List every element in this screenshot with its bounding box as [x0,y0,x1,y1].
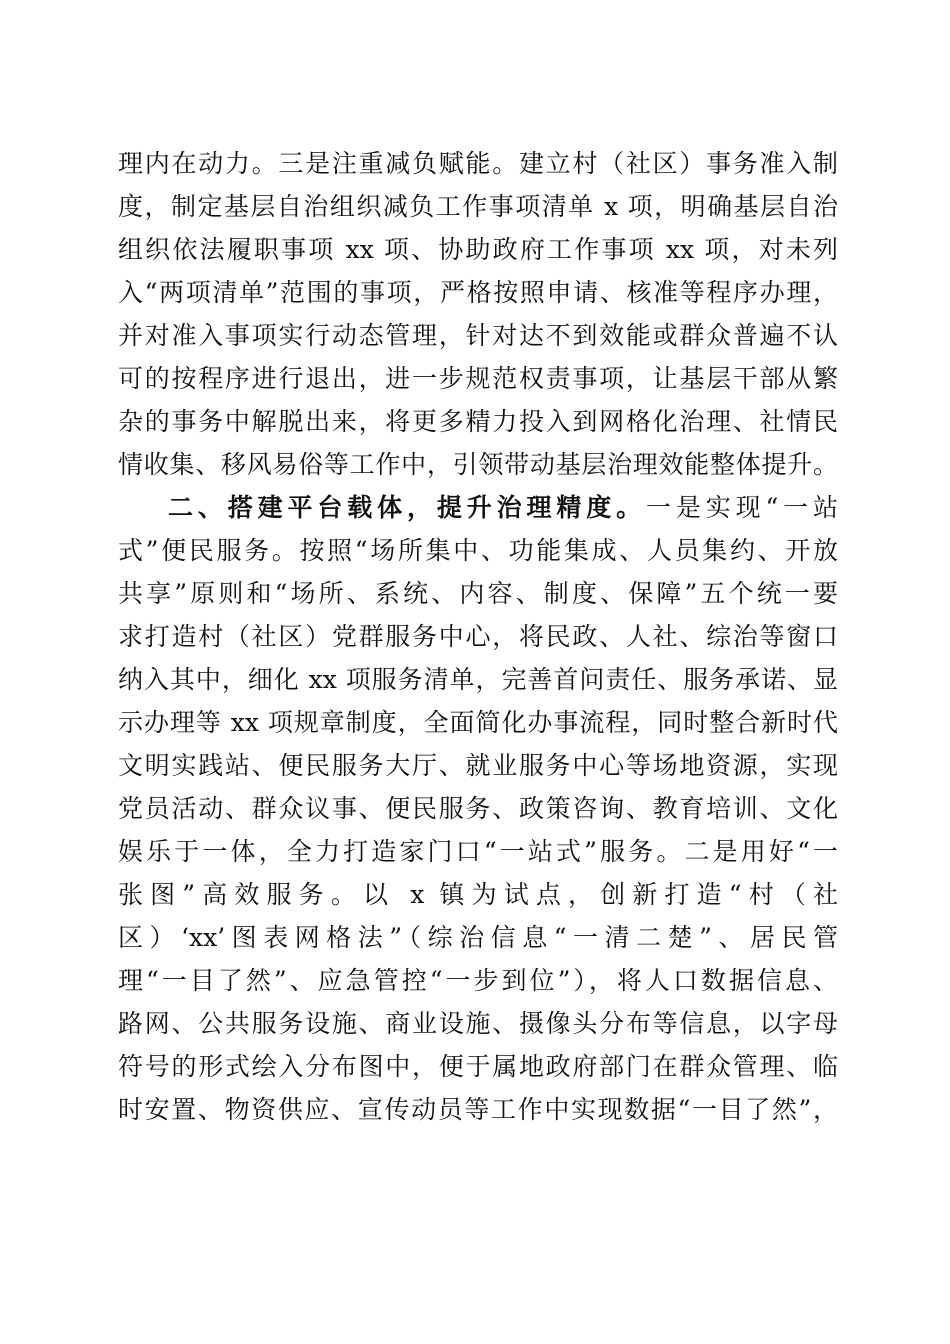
text-line: 符号的形式绘入分布图中，便于属地政府部门在群众管理、临 [118,1052,838,1081]
text-line: 区）‘xx’图表网格法”（综治信息“一清二楚”、居民管 [118,923,838,952]
text-line: 党员活动、群众议事、便民服务、政策咨询、教育培训、文化 [118,794,838,823]
text-line: 时安置、物资供应、宣传动员等工作中实现数据“一目了然”， [118,1095,838,1124]
text-line: 度，制定基层自治组织减负工作事项清单 x 项，明确基层自治 [118,192,838,221]
text-line: 张图”高效服务。以 x 镇为试点，创新打造“村（社 [118,880,838,909]
text-line: 理内在动力。三是注重减负赋能。建立村（社区）事务准入制 [118,149,838,178]
text-line: 路网、公共服务设施、商业设施、摄像头分布等信息，以字母 [118,1009,838,1038]
text-line: 入“两项清单”范围的事项，严格按照申请、核准等程序办理， [118,278,838,307]
paragraph-1 [118,142,838,486]
paragraph-2 [118,486,838,1131]
text-line: 可的按程序进行退出，进一步规范权责事项，让基层干部从繁 [118,364,838,393]
section-heading: 二、搭建平台载体，提升治理精度。 [168,493,646,522]
text-line: 并对准入事项实行动态管理，针对达不到效能或群众普遍不认 [118,321,838,350]
text-line: 杂的事务中解脱出来，将更多精力投入到网格化治理、社情民 [118,407,838,436]
document-body [118,142,838,1131]
text-line: 理“一目了然”、应急管控“一步到位”），将人口数据信息、 [118,966,838,995]
text-line: 共享”原则和“场所、系统、内容、制度、保障”五个统一要 [118,579,838,608]
text-line: 娱乐于一体，全力打造家门口“一站式”服务。二是用好“一 [118,837,838,866]
text-line: 式”便民服务。按照“场所集中、功能集成、人员集约、开放 [118,536,838,565]
text-line: 求打造村（社区）党群服务中心，将民政、人社、综治等窗口 [118,622,838,651]
text-line: 文明实践站、便民服务大厅、就业服务中心等场地资源，实现 [118,751,838,780]
text-line: 情收集、移风易俗等工作中，引领带动基层治理效能整体提升。 [118,450,838,479]
section-first-line-text: 一是实现“一站 [645,493,838,522]
text-line: 示办理等 xx 项规章制度，全面简化办事流程，同时整合新时代 [118,708,838,737]
text-line: 组织依法履职事项 xx 项、协助政府工作事项 xx 项，对未列 [118,235,838,264]
section-first-line [118,486,838,529]
text-line: 纳入其中，细化 xx 项服务清单，完善首问责任、服务承诺、显 [118,665,838,694]
